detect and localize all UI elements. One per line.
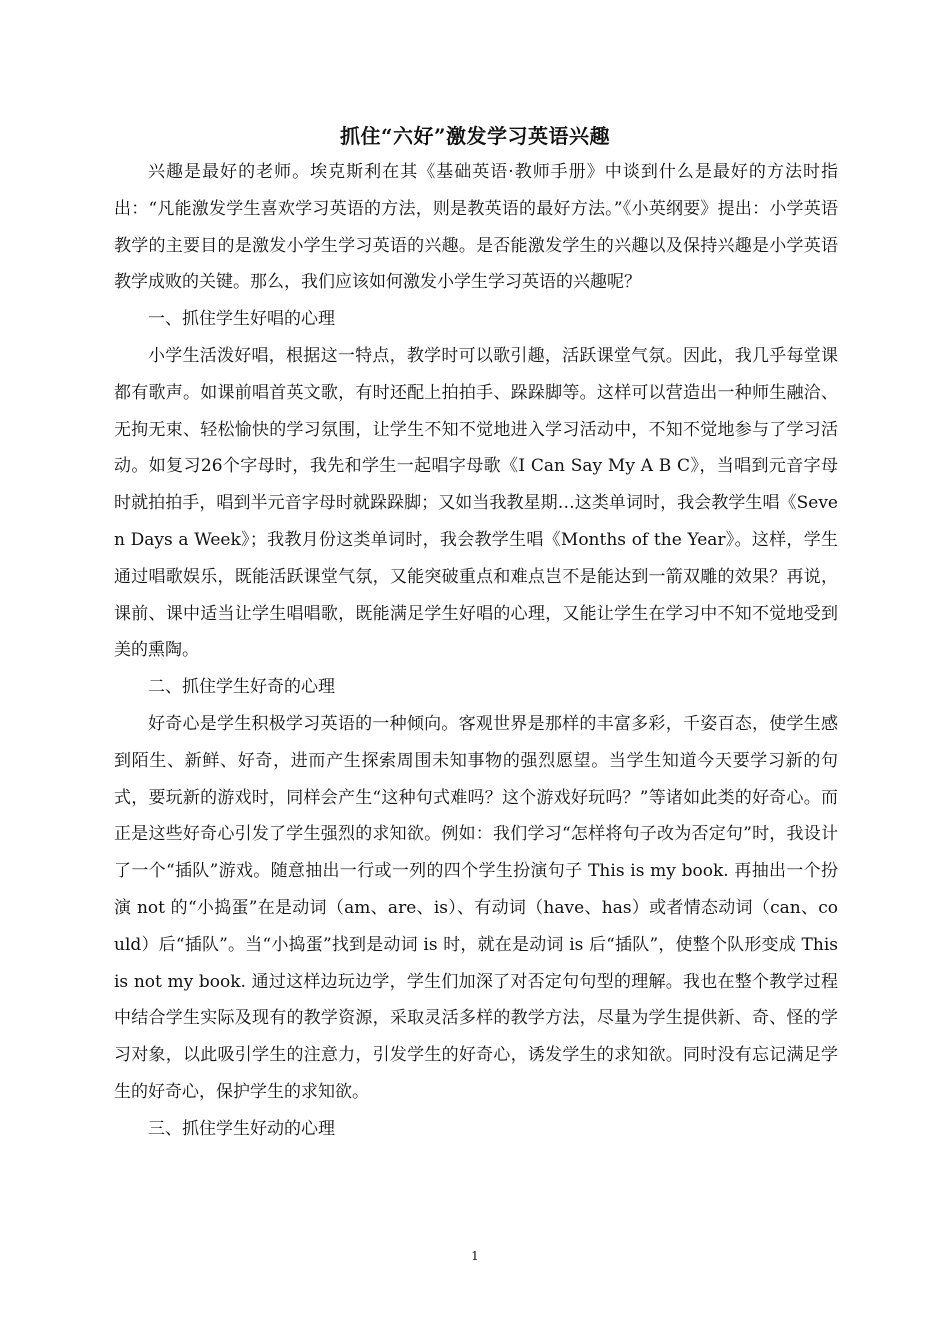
section-1-paragraph: 小学生活泼好唱，根据这一特点，教学时可以歌引趣，活跃课堂气氛。因此，我几乎每堂课都有歌声。如课前唱首英文歌，有时还配上拍拍手、跺跺脚等。这样可以营造出一种师生融洽、无拘无束、轻松愉快的学习氛围，让学生不知不觉地进入学习活动中，不知不觉地参与了学习活动。如复习26个字母时，我先和学生一起唱字母歌《I Can Say My A B C》，当唱到元音字母时就拍拍手，唱到半元音字母时就跺跺脚；又如当我教星期…这类单词时，我会教学生唱《Seven Days a Week》；我教月份这类单词时，我会教学生唱《Months of the Year》。这样，学生通过唱歌娱乐，既能活跃课堂气氛，又能突破重点和难点岂不是能达到一箭双雕的效果？再说，课前、课中适当让学生唱唱歌，既能满足学生好唱的心理，又能让学生在学习中不知不觉地受到美的熏陶。 [114, 345, 838, 661]
section-heading-2: 二、抓住学生好奇的心理 [148, 677, 335, 698]
section-heading-1: 一、抓住学生好唱的心理 [148, 309, 335, 330]
section-2-paragraph: 好奇心是学生积极学习英语的一种倾向。客观世界是那样的丰富多彩，千姿百态，使学生感到陌生、新鲜、好奇，进而产生探索周围未知事物的强烈愿望。当学生知道今天要学习新的句式，要玩新的游戏时，同样会产生“这种句式难吗？这个游戏好玩吗？”等诸如此类的好奇心。而正是这些好奇心引发了学生强烈的求知欲。例如：我们学习“怎样将句子改为否定句”时，我设计了一个“插队”游戏。随意抽出一行或一列的四个学生扮演句子 This is my book. 再抽出一个扮演 not 的“小捣蛋”在是动词（am、are、is）、有动词（have、has）或者情态动词（can、could）后“插队”。当“小捣蛋”找到是动词 is 时，就在是动词 is 后“插队”，使整个队形变成 This is not my book. 通过这样边玩边学，学生们加深了对否定句句型的理解。我也在整个教学过程中结合学生实际及现有的教学资源，采取灵活多样的教学方法，尽量为学生提供新、奇、怪的学习对象，以此吸引学生的注意力，引发学生的好奇心，诱发学生的求知欲。同时没有忘记满足学生的好奇心，保护学生的求知欲。 [114, 713, 838, 1102]
page-number: 1 [471, 1249, 479, 1263]
section-heading-3: 三、抓住学生好动的心理 [148, 1118, 335, 1139]
intro-paragraph: 兴趣是最好的老师。埃克斯利在其《基础英语·教师手册》中谈到什么是最好的方法时指出：“凡能激发学生喜欢学习英语的方法，则是教英语的最好方法。”《小英纲要》提出：小学英语教学的主要目的是激发小学生学习英语的兴趣。是否能激发学生的兴趣以及保持兴趣是小学英语教学成败的关键。那么，我们应该如何激发小学生学习英语的兴趣呢？ [114, 162, 838, 293]
document-title: 抓住“六好”激发学习英语兴趣 [339, 124, 610, 148]
document-body [114, 154, 838, 1148]
